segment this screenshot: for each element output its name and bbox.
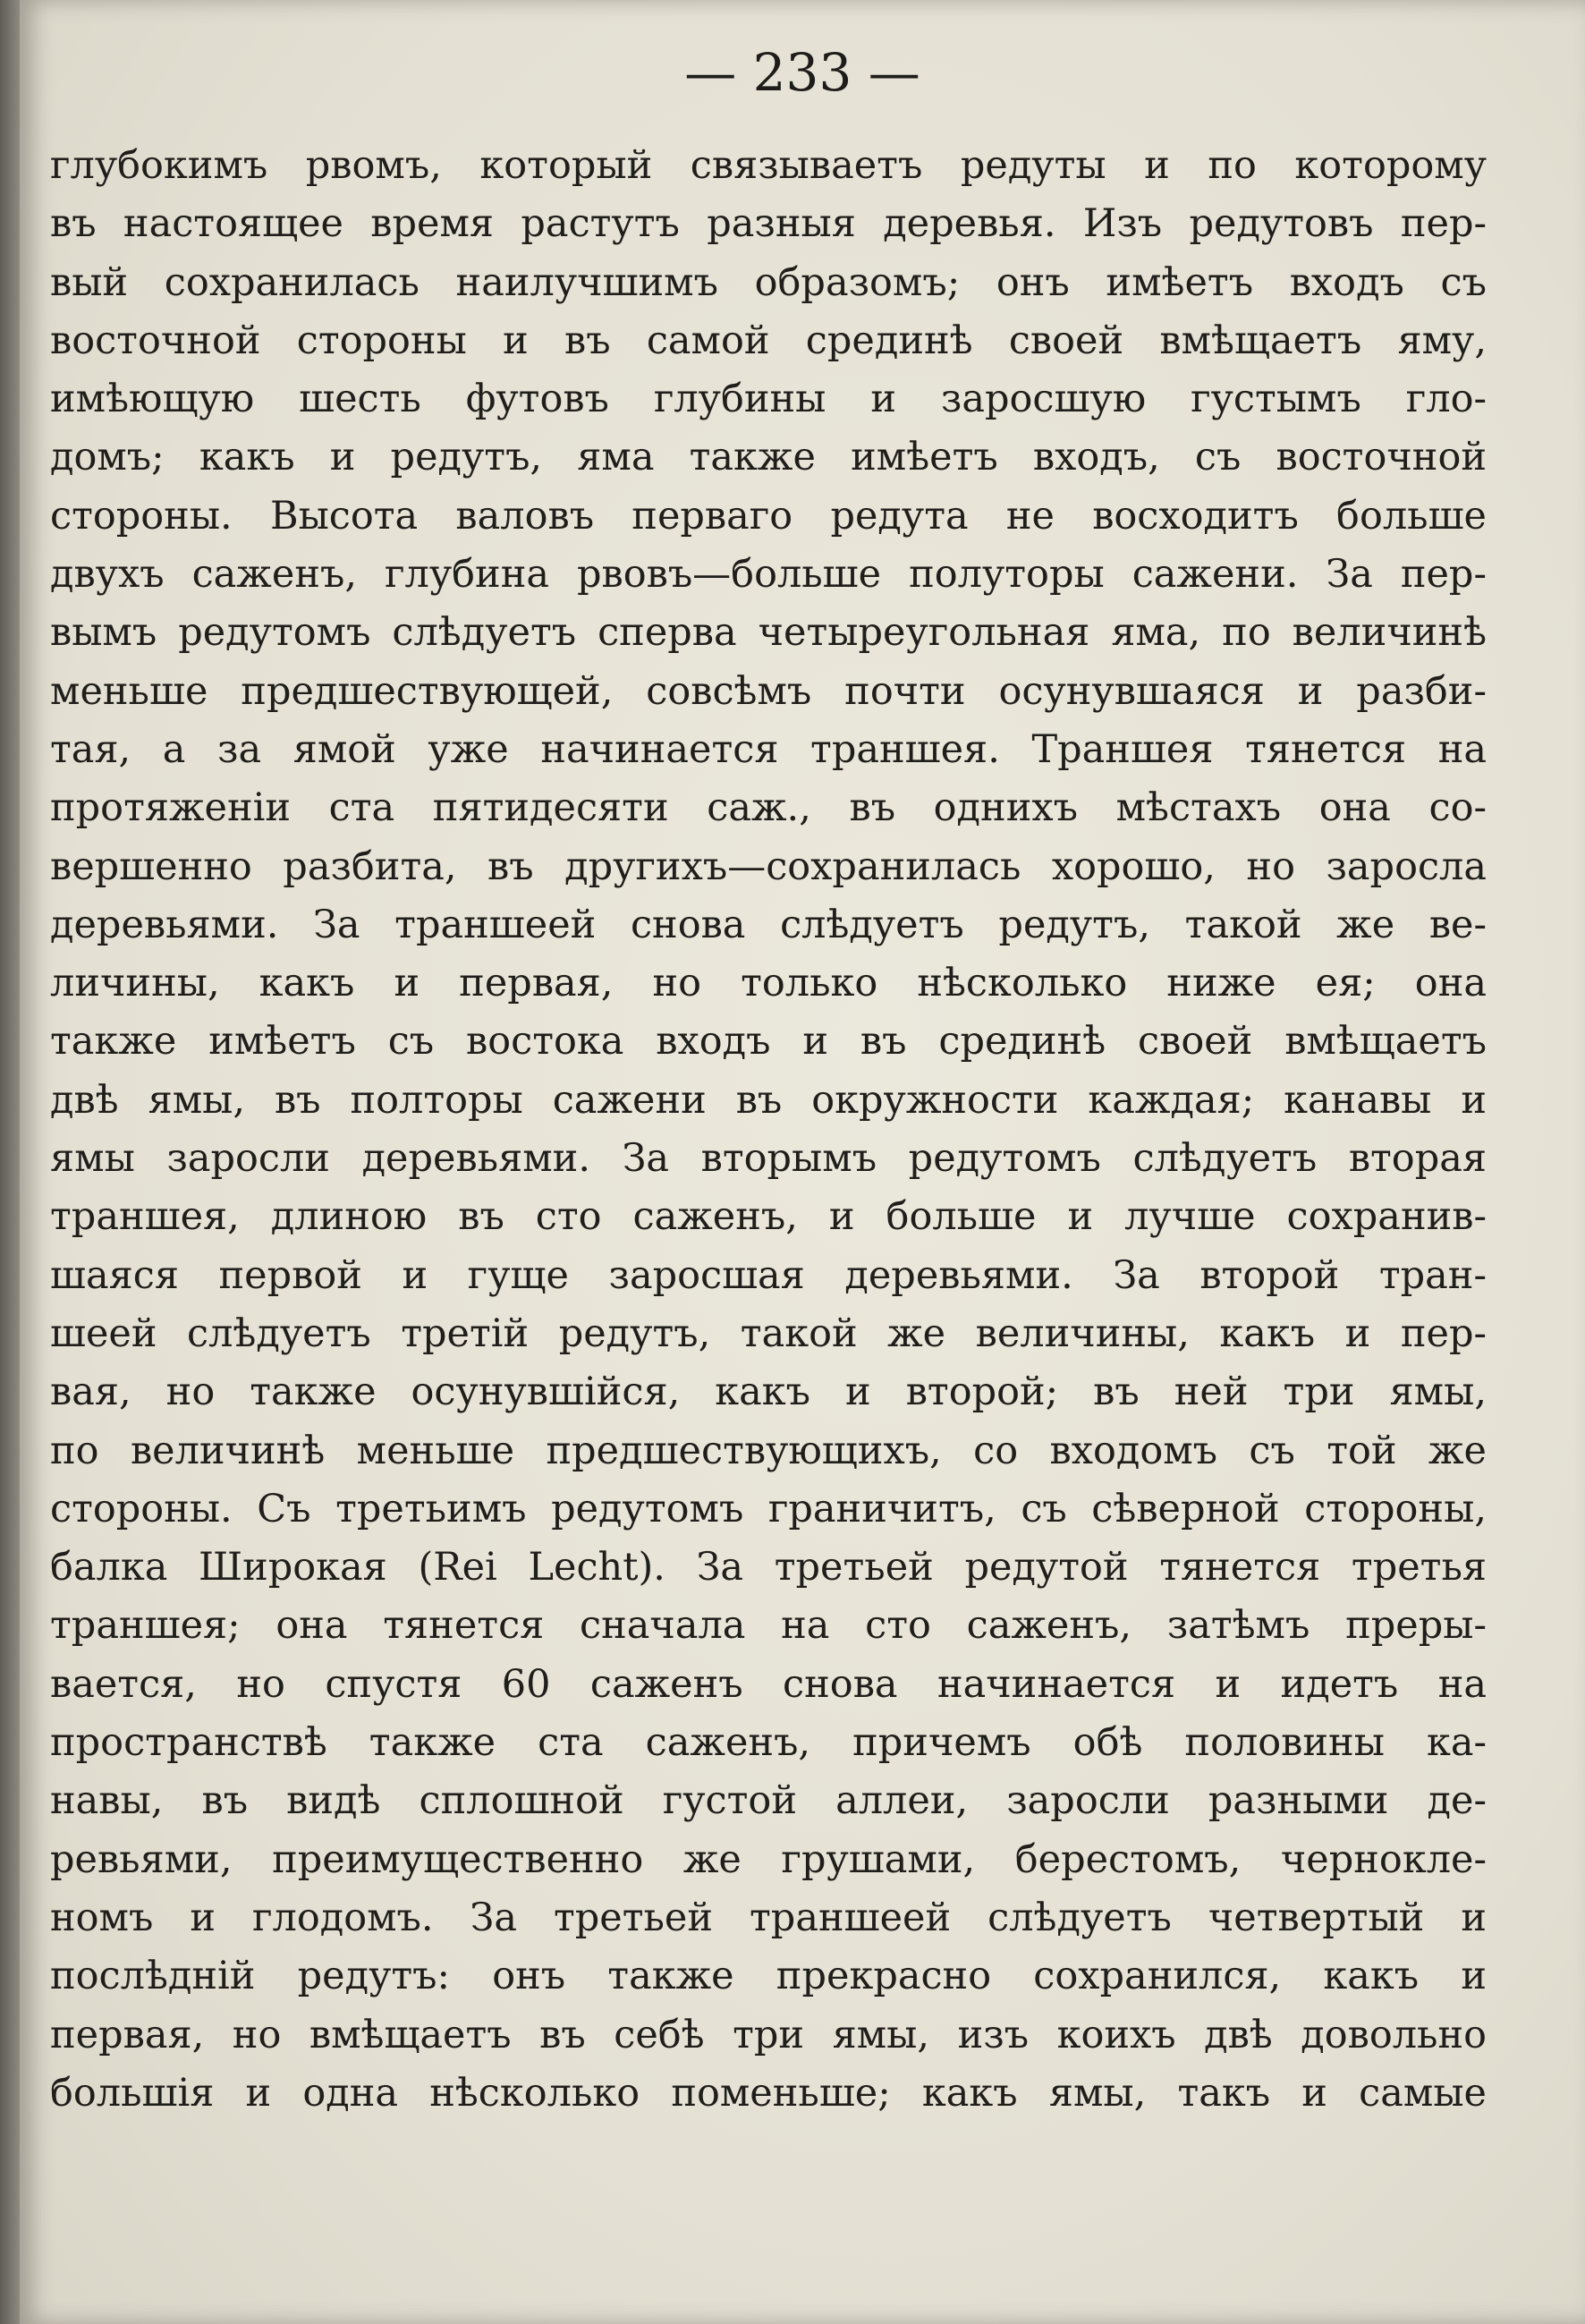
- text-line: двухъ саженъ, глубина рвовъ—больше полуторы сажени. За пер-: [50, 552, 1487, 598]
- text-line: деревьями. За траншеей снова слѣдуетъ редутъ, такой же ве-: [50, 902, 1487, 947]
- text-line: по величинѣ меньше предшествующихъ, со входомъ съ той же: [50, 1428, 1487, 1473]
- text-line: большія и одна нѣсколько поменьше; какъ ямы, такъ и самые: [50, 2070, 1487, 2116]
- text-line: балка Широкая (Rei Lecht). За третьей редутой тянется третья: [50, 1545, 1487, 1590]
- text-line: въ настоящее время растутъ разныя деревья. Изъ редутовъ пер-: [50, 201, 1487, 247]
- text-line: протяженіи ста пятидесяти саж., въ однихъ мѣстахъ она со-: [50, 785, 1487, 831]
- text-line: вершенно разбита, въ другихъ—сохранилась хорошо, но заросла: [50, 844, 1487, 889]
- text-line: имѣющую шесть футовъ глубины и заросшую густымъ гло-: [50, 377, 1487, 422]
- text-line: ямы заросли деревьями. За вторымъ редутомъ слѣдуетъ вторая: [50, 1136, 1487, 1182]
- text-line: шаяся первой и гуще заросшая деревьями. За второй тран-: [50, 1252, 1487, 1298]
- page-number: — 233 —: [684, 42, 920, 103]
- text-line: навы, въ видѣ сплошной густой аллеи, заросли разными де-: [50, 1778, 1487, 1824]
- text-line: тая, а за ямой уже начинается траншея. Траншея тянется на: [50, 726, 1487, 772]
- text-line: стороны. Высота валовъ перваго редута не восходитъ больше: [50, 493, 1487, 539]
- text-line: вый сохранилась наилучшимъ образомъ; онъ имѣетъ входъ съ: [50, 259, 1487, 305]
- text-line: послѣдній редутъ: онъ также прекрасно сохранился, какъ и: [50, 1954, 1487, 1999]
- text-line: пространствѣ также ста саженъ, причемъ обѣ половины ка-: [50, 1720, 1487, 1766]
- text-line: шеей слѣдуетъ третій редутъ, такой же величины, какъ и пер-: [50, 1310, 1487, 1356]
- text-line: домъ; какъ и редутъ, яма также имѣетъ входъ, съ восточной: [50, 435, 1487, 480]
- text-line: ревьями, преимущественно же грушами, берестомъ, чернокле-: [50, 1836, 1487, 1882]
- text-body: [50, 137, 1487, 2123]
- book-page: [20, 0, 1585, 2324]
- text-line: глубокимъ рвомъ, который связываетъ редуты и по которому: [50, 143, 1487, 188]
- text-line: траншея, длиною въ сто саженъ, и больше и лучше сохранив-: [50, 1194, 1487, 1240]
- text-line: вая, но также осунувшійся, какъ и второй; въ ней три ямы,: [50, 1370, 1487, 1415]
- text-line: восточной стороны и въ самой срединѣ своей вмѣщаетъ яму,: [50, 318, 1487, 363]
- text-line: личины, какъ и первая, но только нѣсколько ниже ея; она: [50, 961, 1487, 1006]
- text-line: первая, но вмѣщаетъ въ себѣ три ямы, изъ коихъ двѣ довольно: [50, 2012, 1487, 2057]
- text-line: вается, но спустя 60 саженъ снова начинается и идетъ на: [50, 1661, 1487, 1707]
- text-line: траншея; она тянется сначала на сто саженъ, затѣмъ преры-: [50, 1603, 1487, 1649]
- text-line: двѣ ямы, въ полторы сажени въ окружности каждая; канавы и: [50, 1077, 1487, 1123]
- text-line: вымъ редутомъ слѣдуетъ сперва четыреугольная яма, по величинѣ: [50, 610, 1487, 656]
- text-line: номъ и глодомъ. За третьей траншеей слѣдуетъ четвертый и: [50, 1895, 1487, 1940]
- text-line: также имѣетъ съ востока входъ и въ срединѣ своей вмѣщаетъ: [50, 1019, 1487, 1064]
- text-line: стороны. Съ третьимъ редутомъ граничитъ, съ сѣверной стороны,: [50, 1486, 1487, 1531]
- text-line: меньше предшествующей, совсѣмъ почти осунувшаяся и разби-: [50, 668, 1487, 714]
